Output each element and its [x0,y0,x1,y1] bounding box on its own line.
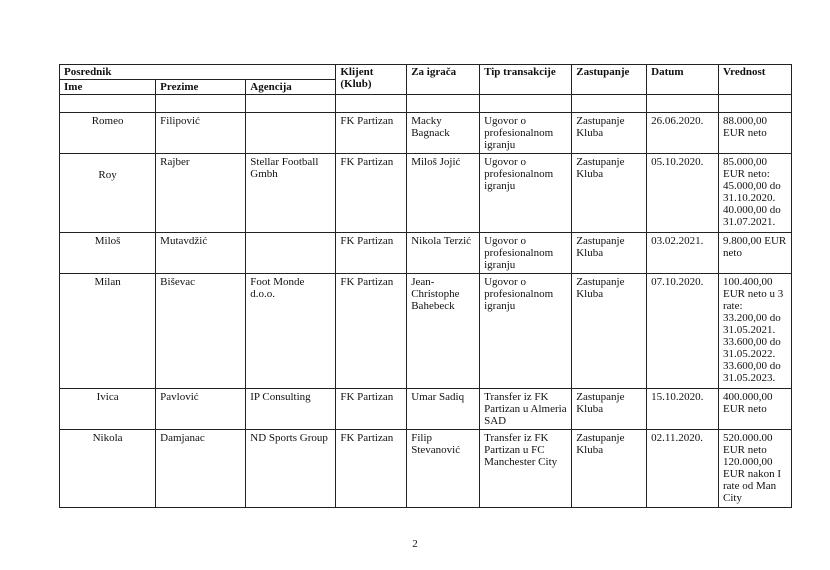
cell-tip: Transfer iz FK Partizan u FC Manchester City [480,430,572,508]
header-klijent: Klijent (Klub) [336,65,407,95]
spacer-cell [60,95,156,113]
cell-agencija: Foot Monde d.o.o. [246,274,336,389]
header-datum: Datum [647,65,719,95]
cell-zastupanje: Zastupanje Kluba [572,233,647,274]
cell-datum: 05.10.2020. [647,154,719,233]
cell-vrednost: 9.800,00 EUR neto [719,233,792,274]
cell-tip: Transfer iz FK Partizan u Almeria SAD [480,389,572,430]
page-number: 2 [412,538,418,550]
header-za-igraca: Za igrača [407,65,480,95]
cell-zastupanje: Zastupanje Kluba [572,389,647,430]
cell-prezime: Mutavdžić [156,233,246,274]
cell-tip: Ugovor o profesionalnom igranju [480,154,572,233]
cell-prezime: Damjanac [156,430,246,508]
cell-klijent: FK Partizan [336,113,407,154]
cell-vrednost: 100.400,00 EUR neto u 3 rate: 33.200,00 do 31.05.2021. 33.600,00 do 31.05.2022. 33.600,00 do 31.05.2023. [719,274,792,389]
cell-zastupanje: Zastupanje Kluba [572,113,647,154]
spacer-cell [407,95,480,113]
spacer-cell [246,95,336,113]
spacer-cell [480,95,572,113]
cell-tip: Ugovor o profesionalnom igranju [480,113,572,154]
cell-vrednost: 88.000,00 EUR neto [719,113,792,154]
cell-vrednost: 520.000.00 EUR neto 120.000,00 EUR nakon I rate od Man City [719,430,792,508]
cell-ime: Ivica [60,389,156,430]
cell-igrac: Filip Stevanović [407,430,480,508]
spacer-cell [156,95,246,113]
table-row [60,233,792,274]
header-spacer-row [60,95,792,113]
cell-datum: 03.02.2021. [647,233,719,274]
header-zastupanje: Zastupanje [572,65,647,95]
cell-agencija: IP Consulting [246,389,336,430]
header-posrednik: Posrednik [60,65,336,80]
header-vrednost: Vrednost [719,65,792,95]
header-row-1 [60,65,792,80]
header-tip-transakcije: Tip transakcije [480,65,572,95]
cell-tip: Ugovor o profesionalnom igranju [480,274,572,389]
cell-prezime: Filipović [156,113,246,154]
cell-zastupanje: Zastupanje Kluba [572,274,647,389]
cell-igrac: Jean-Christophe Bahebeck [407,274,480,389]
cell-klijent: FK Partizan [336,274,407,389]
cell-ime: Milan [60,274,156,389]
cell-igrac: Nikola Terzić [407,233,480,274]
cell-vrednost: 400.000,00 EUR neto [719,389,792,430]
cell-datum: 07.10.2020. [647,274,719,389]
spacer-cell [647,95,719,113]
cell-tip: Ugovor o profesionalnom igranju [480,233,572,274]
cell-agencija [246,233,336,274]
cell-zastupanje: Zastupanje Kluba [572,154,647,233]
cell-klijent: FK Partizan [336,233,407,274]
cell-prezime: Pavlović [156,389,246,430]
cell-klijent: FK Partizan [336,154,407,233]
cell-zastupanje: Zastupanje Kluba [572,430,647,508]
cell-igrac: Umar Sadiq [407,389,480,430]
cell-vrednost: 85.000,00 EUR neto: 45.000,00 do 31.10.2020. 40.000,00 do 31.07.2021. [719,154,792,233]
cell-datum: 02.11.2020. [647,430,719,508]
cell-igrac: Miloš Jojić [407,154,480,233]
cell-prezime: Biševac [156,274,246,389]
cell-agencija: ND Sports Group [246,430,336,508]
cell-igrac: Macky Bagnack [407,113,480,154]
cell-agencija [246,113,336,154]
cell-datum: 15.10.2020. [647,389,719,430]
header-ime: Ime [60,80,156,95]
table-row [60,113,792,154]
table-row [60,154,792,233]
cell-agencija: Stellar Football Gmbh [246,154,336,233]
cell-ime: Miloš [60,233,156,274]
spacer-cell [336,95,407,113]
header-prezime: Prezime [156,80,246,95]
cell-klijent: FK Partizan [336,389,407,430]
cell-ime: Romeo [60,113,156,154]
table-row [60,389,792,430]
table-row [60,274,792,389]
cell-prezime: Rajber [156,154,246,233]
header-agencija: Agencija [246,80,336,95]
cell-datum: 26.06.2020. [647,113,719,154]
table-row [60,430,792,508]
intermediary-table [59,64,792,508]
spacer-cell [719,95,792,113]
cell-ime: Nikola [60,430,156,508]
cell-klijent: FK Partizan [336,430,407,508]
cell-ime: Roy [60,154,156,233]
spacer-cell [572,95,647,113]
